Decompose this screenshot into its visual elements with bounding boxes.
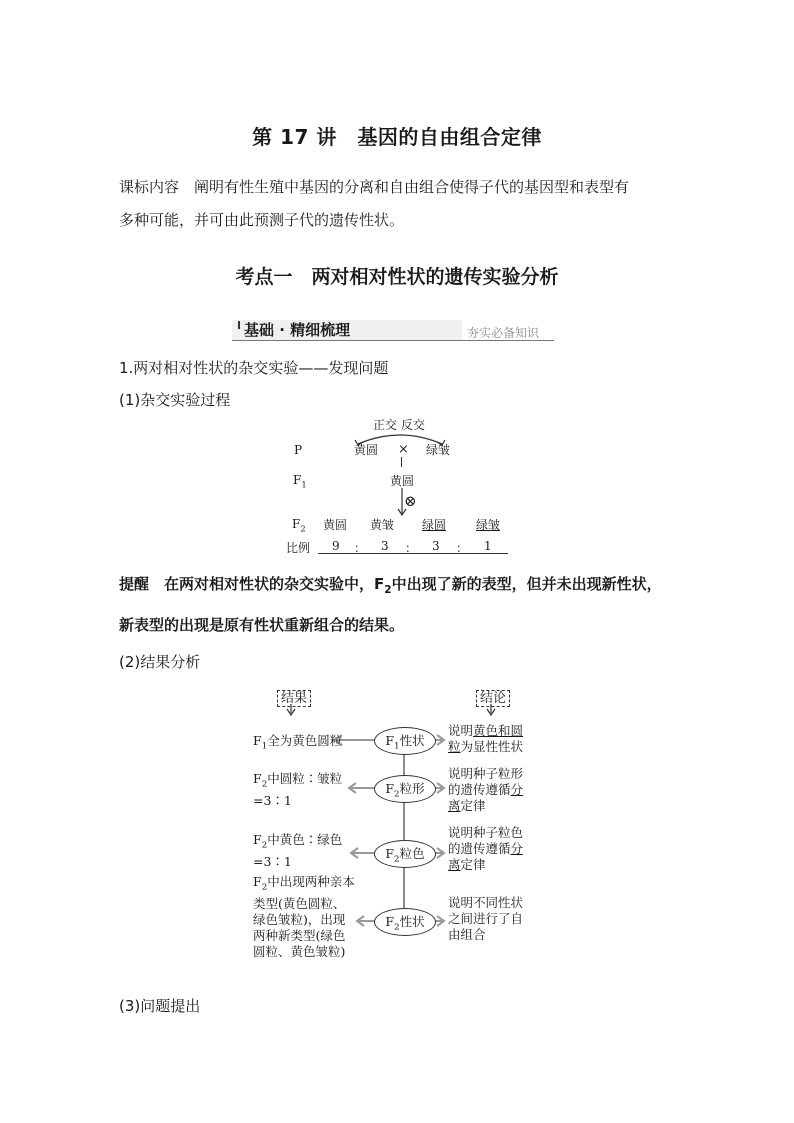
arrow-p-f1-line [401, 457, 402, 467]
conclusion-item-4: 说明不同性状之间进行了自由组合 [448, 895, 524, 942]
f2-label: $F_2$ [292, 517, 306, 534]
node-f2-traits: $F_2$性状 [374, 908, 436, 936]
conclusion-header: 结论 [476, 687, 510, 706]
page-title: 第 17 讲 基因的自由组合定律 [252, 125, 542, 149]
conclusion-item-1: 说明黄色和圆粒为显性性状 [448, 723, 524, 754]
conclusion-item-3: 说明种子粒色的遗传遵循分离定律 [448, 825, 524, 872]
ratio-label: 比例 [286, 541, 311, 555]
section-banner [232, 318, 554, 342]
result-item-1: $F_1$全为黄色圆粒 [253, 733, 343, 752]
result-item-3: $F_2$中黄色∶绿色=3∶1 [253, 832, 343, 869]
sub-heading-1: (1)杂交实验过程 [119, 391, 231, 409]
p-right-phenotype: 绿皱 [426, 443, 451, 457]
sub-heading-2: (2)结果分析 [119, 653, 201, 671]
standard-content-line2: 多种可能，并可由此预测子代的遗传性状。 [119, 211, 405, 229]
section-title: 考点一 两对相对性状的遗传实验分析 [235, 266, 559, 288]
f1-label: $F_1$ [293, 473, 307, 490]
p-left-phenotype: 黄圆 [354, 443, 379, 457]
banner-left-label: 基础 · 精细梳理 [244, 321, 351, 339]
standard-label: 课标内容 [119, 178, 180, 196]
f2-phenotype-3: 绿圆 [422, 518, 447, 532]
node-f1-trait: $F_1$性状 [374, 727, 436, 755]
selfing-symbol: ⊗ [404, 492, 417, 510]
ratio-value-2: 3 [381, 539, 389, 553]
ratio-value-1: 9 [332, 539, 340, 553]
reminder-line-1: 提醒 在两对相对性状的杂交实验中，$F_2$中出现了新的表型，但并未出现新性状， [119, 575, 662, 596]
ratio-colon-1: ： [354, 541, 367, 555]
f2-phenotype-4: 绿皱 [476, 518, 501, 532]
result-item-4: $F_2$中出现两种亲本类型(黄色圆粒、绿色皱粒)，出现两种新类型(绿色圆粒、黄色皱粒) [253, 874, 355, 959]
f2-phenotype-2: 黄皱 [370, 518, 395, 532]
ratio-colon-3: ： [456, 541, 469, 555]
item-1-heading: 1.两对相对性状的杂交实验——发现问题 [119, 359, 389, 377]
result-header: 结果 [277, 687, 311, 706]
f2-phenotype-1: 黄圆 [323, 518, 348, 532]
reminder-line-2: 新表型的出现是原有性状重新组合的结果。 [119, 616, 405, 634]
result-item-2: $F_2$中圆粒∶皱粒=3∶1 [253, 771, 343, 808]
standard-text-1: 阐明有性生殖中基因的分离和自由组合使得子代的基因型和表型有 [194, 178, 630, 196]
ratio-colon-2: ： [405, 541, 418, 555]
conclusion-item-2: 说明种子粒形的遗传遵循分离定律 [448, 766, 524, 813]
ratio-value-4: 1 [484, 539, 492, 553]
f1-phenotype: 黄圆 [390, 474, 415, 488]
reminder-label: 提醒 [119, 575, 150, 593]
sub-heading-3: (3)问题提出 [119, 997, 201, 1015]
cross-direction-labels: 正交 反交 [373, 418, 425, 432]
cross-symbol: × [398, 442, 409, 457]
ratio-value-3: 3 [432, 539, 440, 553]
p-label: P [294, 443, 303, 457]
node-f2-seed-shape: $F_2$粒形 [374, 775, 436, 803]
node-f2-seed-color: $F_2$粒色 [374, 840, 436, 868]
banner-right-label: 夯实必备知识 [467, 326, 540, 340]
standard-content-line1 [119, 171, 679, 204]
